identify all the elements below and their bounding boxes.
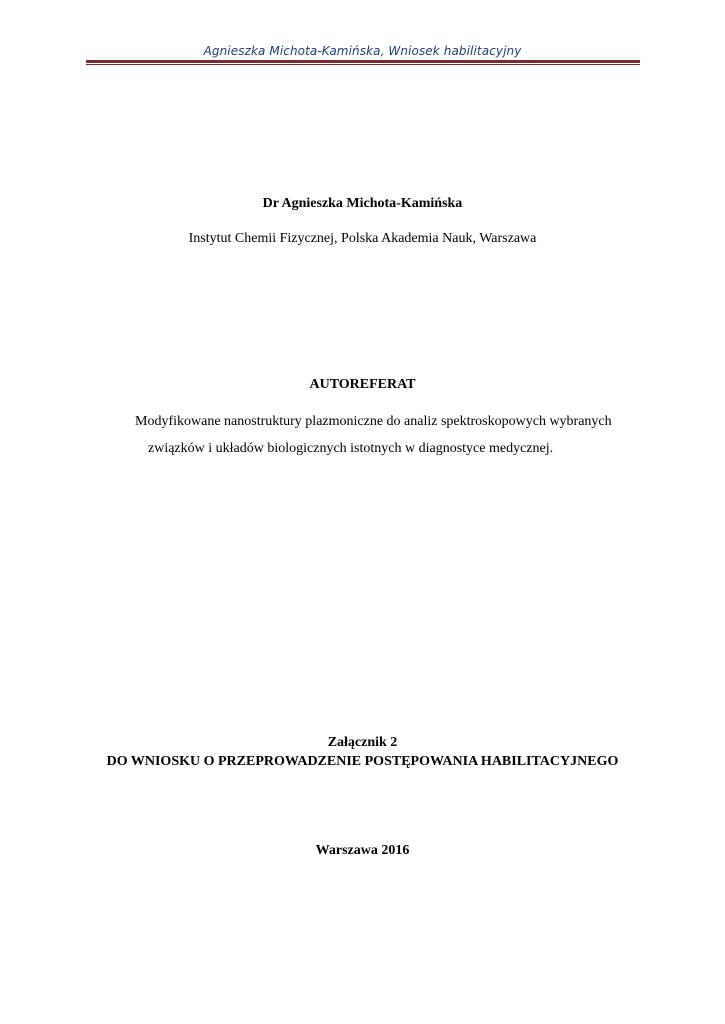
annex-label: Załącznik 2 xyxy=(327,735,398,750)
institution-name: Instytut Chemii Fizycznej, Polska Akademia Nauk, Warszawa xyxy=(188,231,537,246)
header-rule-thin xyxy=(86,64,640,65)
running-header: Agnieszka Michota-Kamińska, Wniosek habilitacyjny xyxy=(203,44,522,58)
subject-line-1: Modyfikowane nanostruktury plazmoniczne do analiz spektroskopowych wybranych xyxy=(135,414,612,429)
author-name: Dr Agnieszka Michota-Kamińska xyxy=(262,196,463,211)
annex-subtitle: DO WNIOSKU O PRZEPROWADZENIE POSTĘPOWANIA HABILITACYJNEGO xyxy=(106,754,619,769)
subject-line-2: związków i układów biologicznych istotnych w diagnostyce medycznej. xyxy=(148,441,554,456)
document-type-heading: AUTOREFERAT xyxy=(309,377,416,392)
header-rule-thick xyxy=(86,60,640,63)
place-date: Warszawa 2016 xyxy=(315,843,410,858)
